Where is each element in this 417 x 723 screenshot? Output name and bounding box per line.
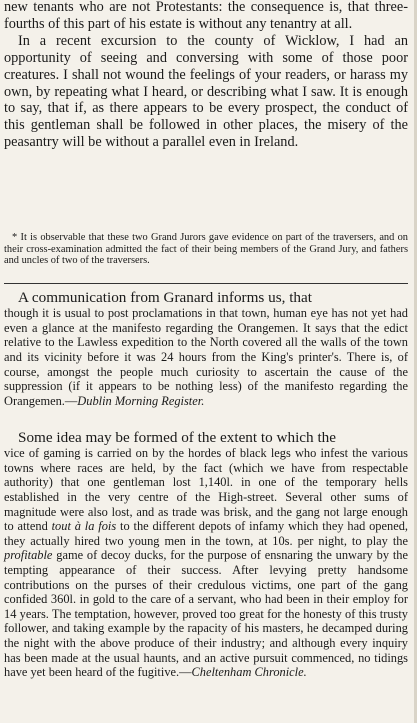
section-divider [4,283,408,284]
article-top-paragraph-2: In a recent excursion to the county of Wicklow, I had an opportunity of seeing and conversing with some of those poor creatures. I shall not wound the feelings of your readers, or harass my own, by repeating what I heard, or describing what I saw. It is enough to say, that if, as there appears to be every prospect, the conduct of this gentleman shall be followed in other places, the misery of the peasantry will be without a parallel even in Ireland. [4,32,408,151]
gaming-source: Cheltenham Chronicle. [191,665,307,680]
granard-body [4,306,408,408]
granard-source: Dublin Morning Register. [77,393,205,408]
article-granard [4,289,408,408]
gaming-body-text-1: vice of gaming is carried on by the hordes of black legs who infest the various towns where races are held, by the fact (which we have from respectable authority) that one gentleman lost 1,140l. in one of the temporary hells established in the very centre of the High-street. Several other sums of magnitude were also lost, and as trade was brisk, and the gang not large enough to attend [4,446,408,534]
gaming-body-text-3: game of decoy ducks, for the purpose of ensnaring the unwary by the tempting appearance of their success. After levying pretty handsome contributions on the purses of their credulous victims, one part of the gang confided 360l. in gold to the care of a servant, who had been in their employ for 14 years. The temptation, however, proved too great for the honesty of this trusty follower, and taking example by the rapacity of his masters, he decamped during the night with the above produce of their industry; and although every inquiry has been made at the usual haunts, and an active pursuit commenced, no tidings have yet been heard of the fugitive.— [4,548,408,680]
gaming-lead: Some idea may be formed of the extent to which the [18,429,336,446]
gaming-body [4,446,408,680]
footnote [4,232,408,267]
footnote-text: * It is observable that these two Grand Jurors gave evidence on part of the traversers, and on their cross-examination admitted the fact of their being members of the Grand Jury, and fathers and uncles of two of the traversers. [4,232,408,266]
article-top [4,0,408,151]
granard-lead: A communication from Granard informs us, that [18,289,312,306]
article-top-paragraph-1: new tenants who are not Protestants: the consequence is, that three-fourths of this part of his estate is without any tenantry at all. [4,0,408,32]
granard-body-text: though it is usual to post proclamations in that town, human eye has not yet had even a glance at the manifesto regarding the Orangemen. It says that the edict relative to the Lawless expedition to the North covered all the walls of the town and its vicinity before it was 24 hours from the King's printer's. There is, of course, amongst the people much curiosity to ascertain the cause of the suppression (if it appears to be nothing less) of the manifesto regarding the Orangemen.— [4,306,408,408]
gaming-italic-2: profitable [4,548,53,563]
article-gaming [4,429,408,680]
gaming-body-text-2: to the different depots of infamy which they had opened, they actually hired two young men in the town, at 10s. per night, to play the [4,519,408,548]
gaming-italic-1: tout à la fois [51,519,117,534]
